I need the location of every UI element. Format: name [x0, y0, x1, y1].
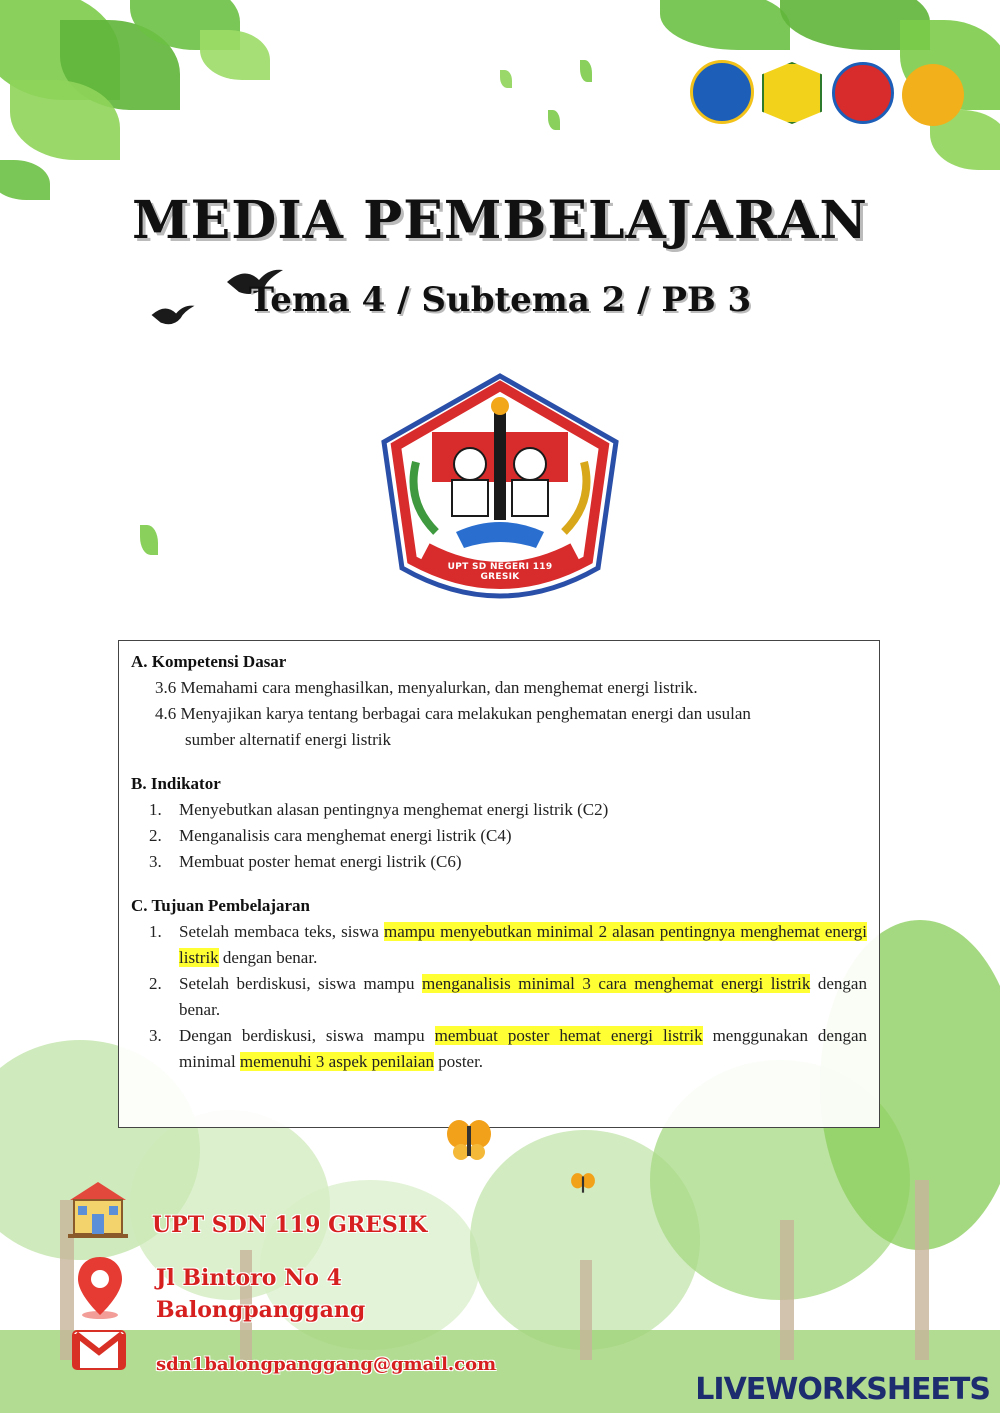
learning-objectives-box [118, 640, 880, 1128]
location-pin-icon [74, 1255, 126, 1319]
item-text: Menyebutkan alasan pentingnya menghemat energi listrik (C2) [179, 800, 609, 819]
item-text: Setelah berdiskusi, siswa mampu [179, 974, 422, 993]
footer-address-line1: Jl Bintoro No 4 [156, 1265, 342, 1291]
item-number: 1. [149, 800, 162, 819]
objective-item [131, 919, 867, 971]
indicator-list [131, 797, 867, 875]
school-building-icon [66, 1178, 130, 1238]
indicator-item [131, 797, 867, 823]
highlighted-text: mampu menyebutkan minimal 2 alasan pentingnya menghemat energi listrik [179, 922, 867, 967]
liveworksheets-brand [695, 1372, 990, 1407]
highlighted-text: menganalisis minimal 3 cara menghemat energi listrik [421, 974, 811, 993]
kd-item: 4.6 Menyajikan karya tentang berbagai cara melakukan penghematan energi dan usulan [155, 704, 751, 723]
item-number: 3. [149, 1026, 162, 1045]
objective-item [131, 1023, 867, 1075]
item-text: dengan benar. [218, 948, 318, 967]
item-text: poster. [433, 1052, 484, 1071]
brand-text: LIVEWORKSHEETS [695, 1372, 990, 1407]
butterfly-icon [445, 1118, 493, 1162]
item-number: 3. [149, 852, 162, 871]
item-number: 2. [149, 974, 162, 993]
merdeka-logo [902, 64, 964, 126]
item-text: menggunakan dengan minimal [179, 1026, 867, 1071]
tut-wuri-logo [690, 60, 754, 124]
page-title: MEDIA PEMBELAJARAN [132, 190, 868, 251]
item-text: dengan benar. [179, 974, 867, 1019]
item-number: 2. [149, 826, 162, 845]
section-c-heading: C. Tujuan Pembelajaran [131, 896, 310, 915]
objective-item [131, 971, 867, 1023]
school-emblem-text: UPT SD NEGERI 119 GRESIK [447, 562, 553, 582]
item-text: Menganalisis cara menghemat energi listrik (C4) [179, 826, 512, 845]
gresik-logo [762, 62, 822, 124]
page-subtitle: Tema 4 / Subtema 2 / PB 3 [248, 280, 752, 320]
footer-school-name: UPT SDN 119 GRESIK [152, 1212, 428, 1238]
gmail-icon [72, 1330, 126, 1370]
school-small-logo [832, 62, 894, 124]
kd-item: 3.6 Memahami cara menghasilkan, menyalurkan, dan menghemat energi listrik. [155, 678, 698, 697]
indicator-item [131, 849, 867, 875]
item-text: Membuat poster hemat energi listrik (C6) [179, 852, 462, 871]
school-emblem [376, 372, 624, 612]
highlighted-text: memenuhi 3 aspek penilaian [239, 1052, 434, 1071]
item-text: Setelah membaca teks, siswa [179, 922, 385, 941]
footer-address-line2: Balongpanggang [156, 1297, 366, 1323]
section-b-heading: B. Indikator [131, 774, 221, 793]
kd-item-continued [131, 727, 867, 753]
section-a-heading: A. Kompetensi Dasar [131, 652, 287, 671]
item-number: 1. [149, 922, 162, 941]
institution-logos [690, 60, 970, 130]
highlighted-text: membuat poster hemat energi listrik [434, 1026, 703, 1045]
footer-email: sdn1balongpanggang@gmail.com [156, 1354, 497, 1375]
kd-item-continued-text: sumber alternatif energi listrik [185, 730, 391, 749]
objective-list [131, 919, 867, 1075]
indicator-item [131, 823, 867, 849]
butterfly-icon [570, 1172, 596, 1196]
item-text: Dengan berdiskusi, siswa mampu [179, 1026, 435, 1045]
